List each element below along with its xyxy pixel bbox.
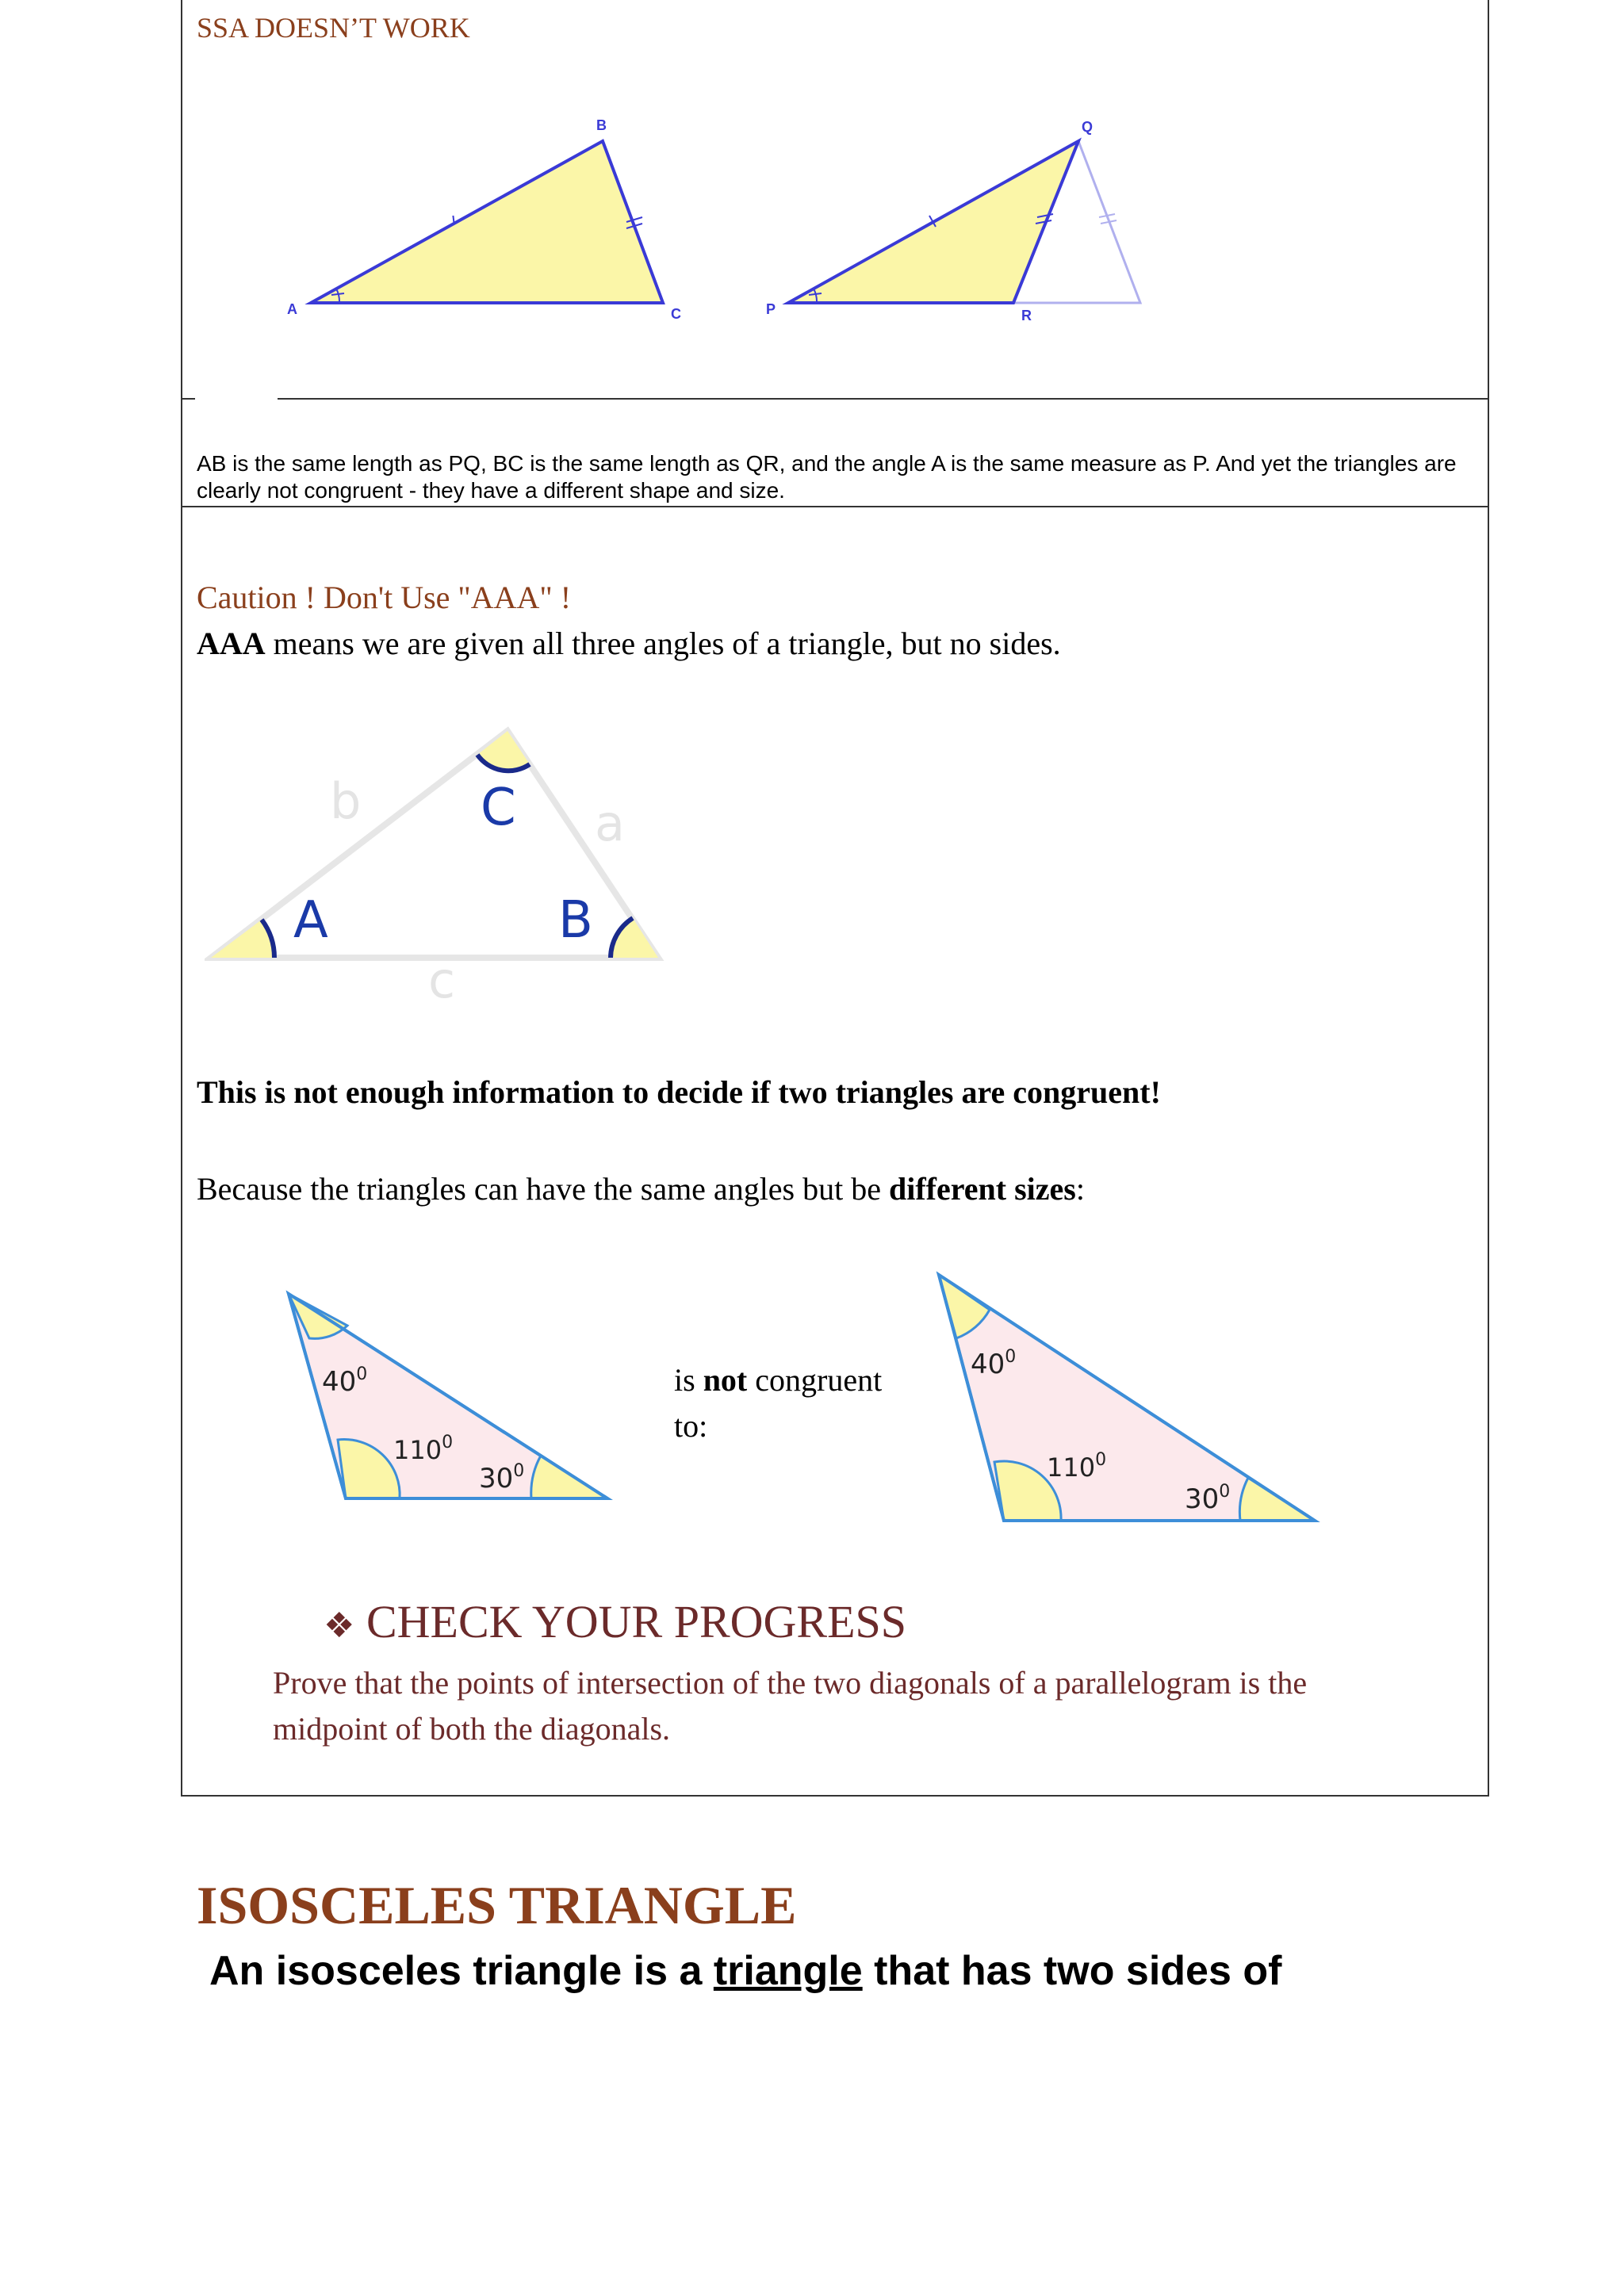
- aaa-intro-rest: means we are given all three angles of a triangle, but no sides.: [265, 626, 1061, 661]
- not-congruent-post: congruent: [747, 1362, 883, 1398]
- label-r: R: [1021, 308, 1032, 323]
- aaa-intro-bold: AAA: [197, 626, 266, 661]
- label-p: P: [766, 301, 776, 317]
- aaa-because-post: :: [1075, 1171, 1085, 1207]
- aaa-triangle-diagram: [205, 714, 680, 1015]
- label-c: C: [671, 306, 681, 322]
- not-congruent-text: [674, 1357, 882, 1449]
- caution-heading: Caution ! Don't Use "AAA" !: [197, 580, 572, 615]
- isosceles-definition: [209, 1947, 1281, 1995]
- ssa-triangles-diagram: [278, 111, 1166, 341]
- angle-triangle-small: [278, 1284, 626, 1514]
- not-congruent-bold: not: [703, 1362, 748, 1398]
- small-angle-30: 30: [479, 1463, 514, 1494]
- progress-text: [273, 1660, 1307, 1752]
- aaa-intro: [197, 625, 1061, 662]
- label-b: B: [596, 117, 607, 133]
- aaa-warning: This is not enough information to decide if two triangles are congruent!: [197, 1074, 1161, 1110]
- small-angle-30-deg: 0: [513, 1461, 525, 1481]
- triangle-abc: [311, 141, 663, 303]
- small-angle-110: 110: [393, 1435, 442, 1465]
- label-a: A: [287, 301, 297, 317]
- aaa-because-bold: different sizes: [889, 1171, 1076, 1207]
- progress-title: CHECK YOUR PROGRESS: [366, 1596, 907, 1647]
- aaa-label-angle-c: C: [481, 779, 516, 837]
- aaa-because: [197, 1170, 1085, 1207]
- small-angle-40: 40: [322, 1366, 357, 1398]
- aaa-label-angle-a: A: [293, 891, 328, 950]
- progress-text-line1: Prove that the points of intersection of the two diagonals of a parallelogram is the: [273, 1665, 1308, 1701]
- large-angle-40: 40: [971, 1349, 1005, 1380]
- triangle-link[interactable]: triangle: [713, 1948, 863, 1994]
- ssa-divider: [278, 398, 1489, 400]
- small-angle-40-deg: 0: [356, 1364, 368, 1384]
- progress-bullet-icon: ❖: [324, 1605, 355, 1646]
- progress-text-line2: midpoint of both the diagonals.: [273, 1711, 671, 1747]
- ssa-heading: SSA DOESN’T WORK: [197, 12, 470, 44]
- large-angle-30: 30: [1185, 1483, 1220, 1515]
- large-angle-110: 110: [1047, 1452, 1096, 1483]
- large-angle-30-deg: 0: [1219, 1482, 1231, 1502]
- aaa-label-angle-b: B: [558, 891, 593, 950]
- not-congruent-pre: is: [674, 1362, 703, 1398]
- isosceles-def-pre: An isosceles triangle is a: [209, 1948, 714, 1994]
- isosceles-heading: ISOSCELES TRIANGLE: [197, 1875, 797, 1935]
- isosceles-def-post: that has two sides of: [862, 1948, 1282, 1994]
- large-angle-40-deg: 0: [1005, 1347, 1017, 1367]
- ssa-divider-top: [181, 398, 195, 400]
- aaa-label-side-c: c: [428, 951, 456, 1009]
- progress-title-row: [324, 1595, 906, 1648]
- small-angle-110-deg: 0: [442, 1433, 454, 1452]
- aaa-label-side-a: a: [595, 794, 625, 852]
- angle-triangle-large: [928, 1265, 1324, 1527]
- large-angle-110-deg: 0: [1095, 1450, 1107, 1470]
- not-congruent-line1: [674, 1357, 882, 1403]
- aaa-label-side-b: b: [330, 772, 362, 830]
- ssa-caption: AB is the same length as PQ, BC is the same length as QR, and the angle A is the same measure as P. And yet the triangles are clearly not congruent - they have a different shape and size.: [197, 451, 1457, 503]
- not-congruent-line2: to:: [674, 1408, 708, 1444]
- label-q: Q: [1082, 119, 1094, 135]
- aaa-because-pre: Because the triangles can have the same angles but be: [197, 1171, 889, 1207]
